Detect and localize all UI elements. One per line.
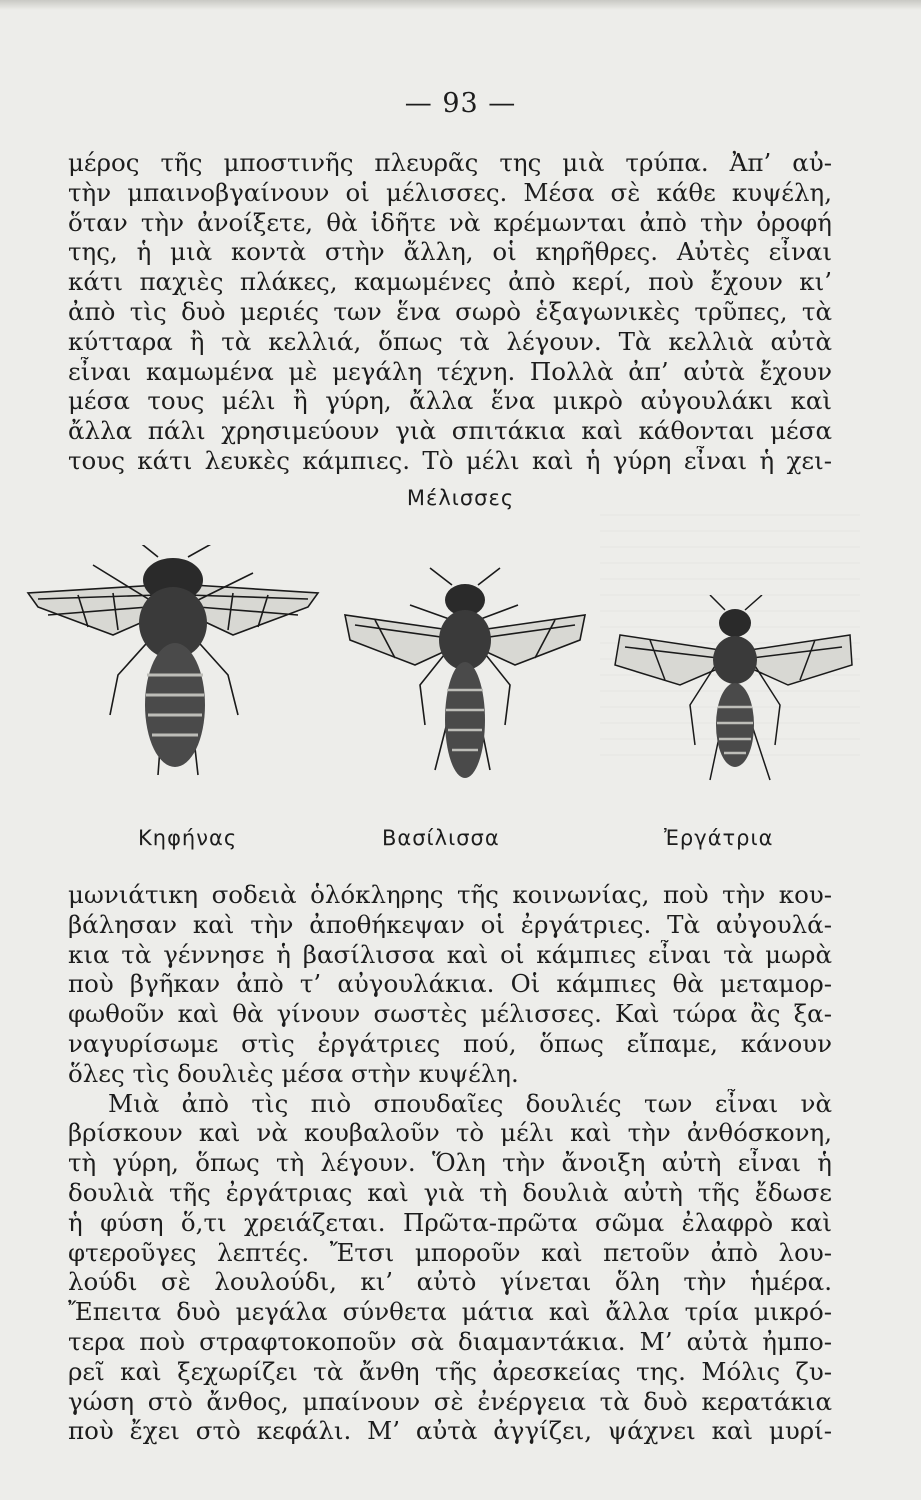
text-line: ἄλλα πάλι χρησιμεύουν γιὰ σπιτάκια καὶ κάθονται μέσα (68, 416, 832, 446)
text-line: τὴν μπαινοβγαίνουν οἱ μέλισσες. Μέσα σὲ κάθε κυψέλη, (68, 177, 832, 207)
text-line: ὅταν τὴν ἀνοίξετε, θὰ ἰδῆτε νὰ κρέμωνται ἀπὸ τὴν ὀροφή (68, 207, 832, 237)
caption-queen: Βασίλισσα (382, 826, 500, 850)
text-line: τὴ γύρη, ὅπως τὴ λέγουν. Ὅλη τὴν ἄνοιξη αὐτὴ εἶναι ἡ (68, 1148, 832, 1178)
text-line: ρεῖ καὶ ξεχωρίζει τὰ ἄνθη τῆς ἀρεσκείας της. Μόλις ζυ- (68, 1356, 832, 1386)
text-line: ποὺ ἔχει στὸ κεφάλι. Μ’ αὐτὰ ἀγγίζει, ψάχνει καὶ μυρί- (68, 1416, 832, 1446)
page-top-edge (0, 0, 921, 10)
text-line: ποὺ βγῆκαν ἀπὸ τ’ αὐγουλάκια. Οἱ κάμπιες θὰ μεταμορ- (68, 969, 832, 999)
text-line: ὅλες τὶς δουλιὲς μέσα στὴν κυψέλη. (68, 1058, 519, 1088)
paragraph-1 (68, 148, 832, 476)
text-line: βάλησαν καὶ τὴν ἀποθήκεψαν οἱ ἐργάτριες. Τὰ αὐγουλά- (68, 909, 832, 939)
caption-worker: Ἐργάτρια (664, 826, 774, 850)
queen-bee-illustration (340, 560, 590, 790)
text-line: κια τὰ γέννησε ἡ βασίλισσα καὶ οἱ κάμπιες εἶναι τὰ μωρὰ (68, 939, 832, 969)
text-line: εἶναι καμωμένα μὲ μεγάλη τέχνη. Πολλὰ ἀπ’ αὐτὰ ἔχουν (68, 356, 832, 386)
text-line: λούδι σὲ λουλούδι, κι’ αὐτὸ γίνεται ὅλη τὴν ἡμέρα. (68, 1267, 832, 1297)
text-line: δουλιὰ τῆς ἐργάτριας καὶ γιὰ τὴ δουλιὰ αὐτὴ τῆς ἔδωσε (68, 1177, 832, 1207)
text-line: μέσα τους μέλι ἢ γύρη, ἄλλα ἕνα μικρὸ αὐγουλάκι καὶ (68, 386, 832, 416)
figure-title: Μέλισσες (406, 486, 515, 510)
text-line: κάτι παχιὲς πλάκες, καμωμένες ἀπὸ κερί, ποὺ ἔχουν κι’ (68, 267, 832, 297)
caption-drone: Κηφήνας (138, 826, 238, 850)
text-line: τους κάτι λευκὲς κάμπιες. Τὸ μέλι καὶ ἡ γύρη εἶναι ἡ χει- (68, 445, 832, 475)
text-line: γώση στὸ ἄνθος, μπαίνουν σὲ ἐνέργεια τὰ δυὸ κερατάκια (68, 1386, 832, 1416)
text-line: της, ἡ μιὰ κοντὰ στὴν ἄλλη, οἱ κηρῆθρες. Αὐτὲς εἶναι (68, 237, 832, 267)
text-line: φωθοῦν καὶ θὰ γίνουν σωστὲς μέλισσες. Καὶ τώρα ἂς ξα- (68, 999, 832, 1029)
text-line: ναγυρίσωμε στὶς ἐργάτριες πού, ὅπως εἴπαμε, κάνουν (68, 1028, 832, 1058)
worker-bee-illustration (610, 595, 855, 795)
drone-bee-illustration (18, 545, 328, 795)
text-line: μέρος τῆς μποστινῆς πλευρᾶς της μιὰ τρύπα. Ἀπ’ αὐ- (68, 148, 832, 177)
text-line: ἡ φύση ὅ,τι χρειάζεται. Πρῶτα-πρῶτα σῶμα ἐλαφρὸ καὶ (68, 1207, 832, 1237)
paragraph-2 (68, 880, 832, 1446)
text-line: ἀπὸ τὶς δυὸ μεριές των ἕνα σωρὸ ἑξαγωνικὲς τρῦπες, τὰ (68, 296, 832, 326)
text-line: τερα ποὺ στραφτοκοποῦν σὰ διαμαντάκια. Μ’ αὐτὰ ἠμπο- (68, 1326, 832, 1356)
text-line: Μιὰ ἀπὸ τὶς πιὸ σπουδαῖες δουλιές των εἶναι νὰ (108, 1088, 832, 1118)
text-line: κύτταρα ἢ τὰ κελλιά, ὅπως τὰ λέγουν. Τὰ κελλιὰ αὐτὰ (68, 326, 832, 356)
text-line: μωνιάτικη σοδειὰ ὁλόκληρης τῆς κοινωνίας, ποὺ τὴν κου- (68, 880, 832, 909)
page-number: — 93 — (404, 88, 517, 119)
text-line: φτεροῦγες λεπτές. Ἔτσι μποροῦν καὶ πετοῦν ἀπὸ λου- (68, 1237, 832, 1267)
text-line: Ἔπειτα δυὸ μεγάλα σύνθετα μάτια καὶ ἄλλα τρία μικρό- (68, 1297, 832, 1327)
text-line: βρίσκουν καὶ νὰ κουβαλοῦν τὸ μέλι καὶ τὴν ἀνθόσκονη, (68, 1118, 832, 1148)
